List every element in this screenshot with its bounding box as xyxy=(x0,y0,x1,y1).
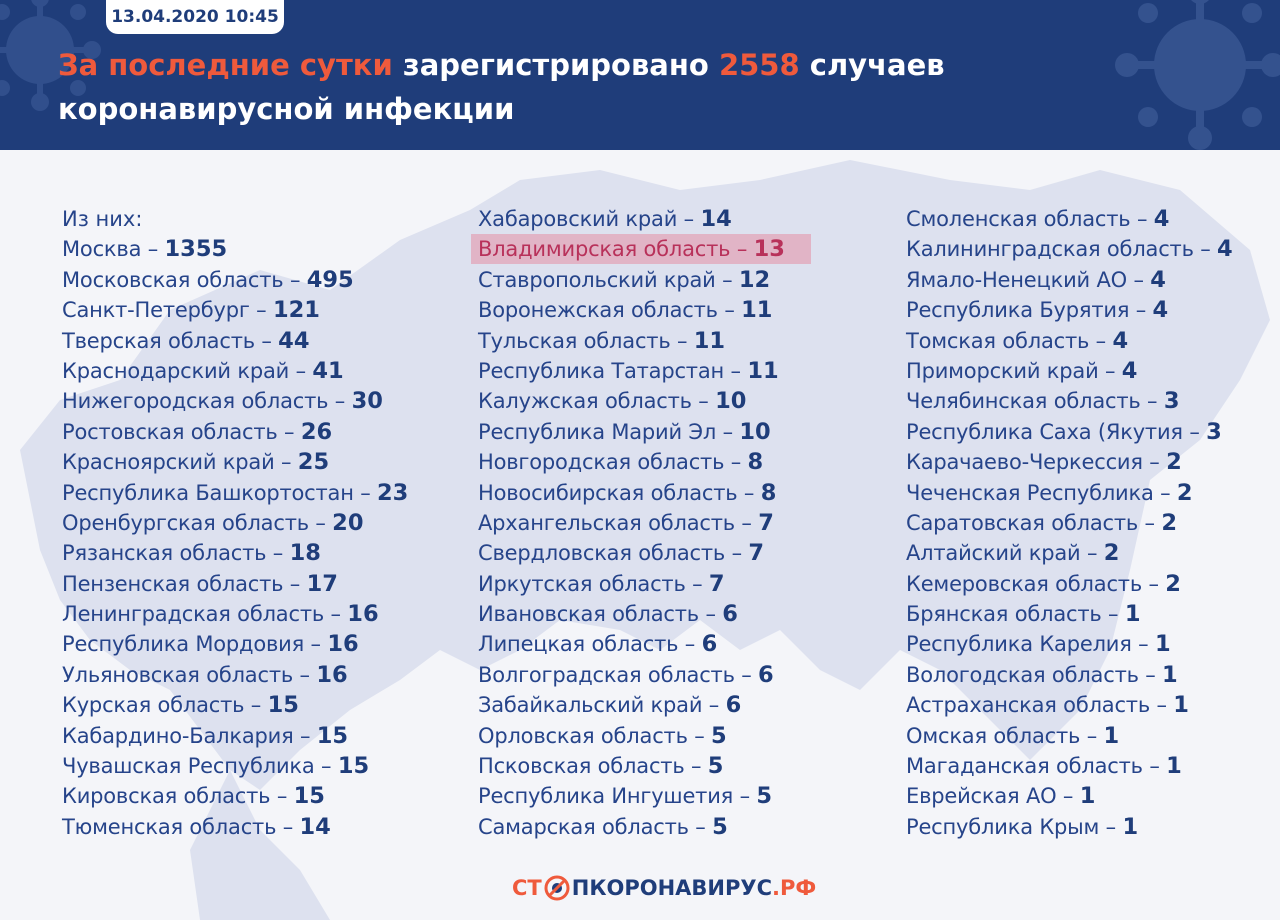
region-row xyxy=(906,204,1233,234)
case-count: 10 xyxy=(739,418,771,445)
regions-column-3 xyxy=(906,204,1233,842)
region-row xyxy=(478,508,785,538)
case-count: 3 xyxy=(1206,418,1222,445)
region-name: Кировская область xyxy=(62,784,271,809)
region-name: Курская область xyxy=(62,693,245,718)
separator: – xyxy=(293,662,317,687)
case-count: 4 xyxy=(1152,297,1169,324)
region-row xyxy=(62,690,408,720)
case-count: 30 xyxy=(351,388,383,415)
region-name: Новосибирская область xyxy=(478,480,738,505)
region-row xyxy=(62,629,408,659)
separator: – xyxy=(249,298,273,323)
separator: – xyxy=(308,510,333,535)
headline-count: 2558 xyxy=(718,48,800,82)
case-count: 15 xyxy=(316,722,349,749)
region-row xyxy=(478,781,785,811)
region-row xyxy=(478,326,785,356)
region-row xyxy=(62,812,408,842)
logo-part1: СТ xyxy=(512,876,542,900)
region-row xyxy=(62,781,408,811)
separator: – xyxy=(1182,419,1207,444)
case-count: 2 xyxy=(1176,479,1193,506)
case-count: 44 xyxy=(278,327,310,354)
region-row xyxy=(906,326,1233,356)
case-count: 8 xyxy=(760,479,777,506)
header-banner xyxy=(0,0,1280,150)
separator: – xyxy=(353,480,378,505)
region-name: Республика Ингушетия xyxy=(478,784,734,809)
case-count: 4 xyxy=(1112,327,1129,354)
separator: – xyxy=(684,754,708,779)
case-count: 5 xyxy=(711,722,727,749)
case-count: 4 xyxy=(1153,206,1170,232)
separator: – xyxy=(734,510,759,535)
case-count: 1 xyxy=(1079,783,1096,810)
separator: – xyxy=(1080,541,1104,566)
region-row xyxy=(478,538,785,568)
case-count: 2 xyxy=(1165,570,1181,597)
case-count: 495 xyxy=(306,266,354,293)
headline-mid: зарегистрировано xyxy=(392,48,719,82)
case-count: 14 xyxy=(700,206,732,232)
separator: – xyxy=(1056,784,1080,809)
region-name: Ленинградская область xyxy=(62,602,325,627)
case-count: 16 xyxy=(316,661,348,688)
region-row xyxy=(62,721,408,751)
case-count: 1 xyxy=(1162,661,1178,688)
separator: – xyxy=(677,207,701,231)
region-name: Архангельская область xyxy=(478,510,735,535)
region-name: Республика Карелия xyxy=(906,632,1132,657)
region-row xyxy=(906,781,1233,811)
separator: – xyxy=(670,328,694,353)
intro-label: Из них: xyxy=(62,207,143,231)
date-badge: 13.04.2020 10:45 xyxy=(106,0,284,34)
case-count: 23 xyxy=(377,479,409,506)
separator: – xyxy=(1080,723,1104,748)
case-count: 13 xyxy=(753,236,785,263)
region-name: Хабаровский край xyxy=(478,207,678,231)
case-count: 1 xyxy=(1122,813,1139,840)
separator: – xyxy=(289,358,313,383)
case-count: 1355 xyxy=(164,236,228,263)
region-row xyxy=(906,478,1233,508)
region-row xyxy=(906,508,1233,538)
region-name: Республика Марий Эл xyxy=(478,419,717,444)
case-count: 26 xyxy=(300,418,333,445)
case-count: 16 xyxy=(327,631,359,658)
separator: – xyxy=(1130,207,1154,231)
headline-end: случаев xyxy=(799,48,945,82)
region-name: Иркутская область xyxy=(478,571,686,596)
separator: – xyxy=(1142,450,1167,475)
region-name: Новгородская область xyxy=(478,450,725,475)
case-count: 15 xyxy=(293,783,325,810)
separator: – xyxy=(1153,480,1177,505)
virus-logo-icon xyxy=(543,874,571,902)
case-count: 121 xyxy=(272,297,320,324)
separator: – xyxy=(716,419,740,444)
region-name: Тюменская область xyxy=(62,814,277,839)
separator: – xyxy=(324,602,348,627)
region-name: Псковская область xyxy=(478,754,685,779)
region-name: Вологодская область xyxy=(906,662,1139,687)
region-name: Астраханская область xyxy=(906,693,1151,718)
separator: – xyxy=(244,693,268,718)
region-name: Красноярский край xyxy=(62,450,275,475)
case-count: 8 xyxy=(747,449,764,476)
region-name: Магаданская область xyxy=(906,754,1143,779)
separator: – xyxy=(724,358,748,383)
region-name: Кемеровская область xyxy=(906,571,1142,596)
case-count: 6 xyxy=(758,661,774,688)
region-row xyxy=(62,356,408,386)
separator: – xyxy=(725,541,749,566)
region-row xyxy=(478,204,785,234)
case-count: 14 xyxy=(299,813,331,840)
region-name: Чеченская Республика xyxy=(906,480,1154,505)
region-row xyxy=(62,326,408,356)
region-name: Москва xyxy=(62,237,142,262)
region-name: Кабардино-Балкария xyxy=(62,723,294,748)
region-name: Республика Саха (Якутия xyxy=(906,419,1183,444)
region-name: Забайкальский край xyxy=(478,693,703,718)
case-count: 10 xyxy=(715,388,747,415)
stopcoronavirus-logo[interactable] xyxy=(512,873,816,903)
logo-part3: .РФ xyxy=(772,876,817,900)
separator: – xyxy=(688,814,713,839)
region-row xyxy=(478,569,785,599)
regions-column-2 xyxy=(478,204,785,842)
separator: – xyxy=(277,419,301,444)
region-row xyxy=(478,265,785,295)
separator: – xyxy=(283,571,307,596)
region-row xyxy=(906,599,1233,629)
region-name: Рязанская область xyxy=(62,541,267,566)
headline-line2: коронавирусной инфекции xyxy=(58,92,515,126)
separator: – xyxy=(1098,358,1122,383)
region-name: Нижегородская область xyxy=(62,389,329,414)
region-name: Калужская область xyxy=(478,389,692,414)
case-count: 1 xyxy=(1166,753,1182,780)
region-name: Алтайский край xyxy=(906,541,1081,566)
case-count: 1 xyxy=(1154,631,1171,658)
region-name: Омская область xyxy=(906,723,1081,748)
logo-part2: ПКОРОНАВИРУС xyxy=(571,876,772,900)
separator: – xyxy=(1142,754,1167,779)
separator: – xyxy=(687,723,712,748)
region-name: Саратовская область xyxy=(906,510,1139,535)
case-count: 3 xyxy=(1163,388,1180,415)
separator: – xyxy=(266,541,290,566)
region-name: Брянская область xyxy=(906,602,1102,627)
region-row xyxy=(62,417,408,447)
separator: – xyxy=(1131,632,1155,657)
separator: – xyxy=(730,237,754,262)
region-name: Ростовская область xyxy=(62,419,278,444)
region-row xyxy=(906,356,1233,386)
separator: – xyxy=(724,450,748,475)
region-name: Санкт-Петербург xyxy=(62,298,250,323)
region-name: Тверская область xyxy=(62,328,255,353)
separator: – xyxy=(678,632,702,657)
region-row xyxy=(906,721,1233,751)
region-name: Ставропольский край xyxy=(478,267,716,292)
separator: – xyxy=(141,237,165,262)
case-count: 2 xyxy=(1161,509,1177,536)
region-row xyxy=(62,234,408,264)
case-count: 6 xyxy=(722,601,738,628)
region-name: Республика Мордовия xyxy=(62,632,305,657)
case-count: 20 xyxy=(332,509,364,536)
separator: – xyxy=(1142,571,1166,596)
region-row xyxy=(62,751,408,781)
case-count: 11 xyxy=(747,357,779,384)
region-row xyxy=(906,295,1233,325)
region-name: Смоленская область xyxy=(906,207,1131,231)
region-name: Томская область xyxy=(906,328,1090,353)
separator: – xyxy=(1193,237,1218,262)
region-row xyxy=(478,295,785,325)
region-row xyxy=(478,812,785,842)
case-count: 4 xyxy=(1217,236,1233,263)
separator: – xyxy=(328,389,352,414)
region-row xyxy=(62,508,408,538)
separator: – xyxy=(702,693,726,718)
case-count: 2 xyxy=(1103,540,1120,567)
separator: – xyxy=(1138,662,1163,687)
separator: – xyxy=(691,389,716,414)
case-count: 41 xyxy=(312,357,344,384)
separator: – xyxy=(715,267,739,292)
separator: – xyxy=(1126,267,1151,292)
region-row xyxy=(62,386,408,416)
separator: – xyxy=(276,814,300,839)
case-count: 11 xyxy=(693,327,726,354)
region-row xyxy=(478,599,785,629)
case-count: 15 xyxy=(267,692,299,719)
region-name: Орловская область xyxy=(478,723,688,748)
separator: – xyxy=(254,328,279,353)
region-row xyxy=(906,629,1233,659)
region-row xyxy=(906,660,1233,690)
region-name: Ямало-Ненецкий АО xyxy=(906,267,1127,292)
virus-icon xyxy=(1100,0,1280,150)
region-row xyxy=(478,660,785,690)
separator: – xyxy=(1099,814,1123,839)
region-row xyxy=(62,569,408,599)
case-count: 7 xyxy=(758,509,774,536)
region-name: Тульская область xyxy=(478,328,671,353)
case-count: 4 xyxy=(1121,357,1138,384)
separator: – xyxy=(304,632,328,657)
region-name: Республика Крым xyxy=(906,814,1100,839)
region-row xyxy=(906,447,1233,477)
region-name: Республика Бурятия xyxy=(906,298,1130,323)
region-name: Челябинская область xyxy=(906,389,1141,414)
separator: – xyxy=(1150,693,1174,718)
separator: – xyxy=(698,602,723,627)
region-name: Краснодарский край xyxy=(62,358,290,383)
region-row xyxy=(478,417,785,447)
region-name: Ивановская область xyxy=(478,602,699,627)
region-row xyxy=(906,417,1233,447)
region-row xyxy=(478,386,785,416)
case-count: 7 xyxy=(748,540,765,567)
region-name: Карачаево-Черкессия xyxy=(906,450,1143,475)
region-name: Республика Татарстан xyxy=(478,358,725,383)
region-row xyxy=(478,690,785,720)
region-row xyxy=(62,447,408,477)
region-row xyxy=(478,751,785,781)
case-count: 12 xyxy=(738,266,771,293)
separator: – xyxy=(1101,602,1125,627)
case-count: 11 xyxy=(741,297,773,324)
region-row xyxy=(906,569,1233,599)
region-row xyxy=(906,751,1233,781)
regions-column-1 xyxy=(62,204,408,842)
separator: – xyxy=(734,662,759,687)
region-row xyxy=(62,538,408,568)
region-name: Ульяновская область xyxy=(62,662,294,687)
region-name: Республика Башкортостан xyxy=(62,480,354,505)
region-name: Свердловская область xyxy=(478,541,726,566)
separator: – xyxy=(270,784,294,809)
case-count: 6 xyxy=(701,631,718,658)
region-row xyxy=(62,265,408,295)
region-row xyxy=(478,629,785,659)
case-count: 5 xyxy=(756,783,773,810)
region-row xyxy=(906,812,1233,842)
region-row xyxy=(906,265,1233,295)
region-row xyxy=(62,478,408,508)
separator: – xyxy=(737,480,761,505)
region-name: Калининградская область xyxy=(906,237,1194,262)
separator: – xyxy=(717,298,742,323)
region-row xyxy=(906,234,1233,264)
case-count: 1 xyxy=(1124,601,1141,628)
separator: – xyxy=(274,450,298,475)
case-count: 25 xyxy=(297,449,330,476)
separator: – xyxy=(293,723,317,748)
separator: – xyxy=(1129,298,1153,323)
separator: – xyxy=(1140,389,1164,414)
region-name: Еврейская АО xyxy=(906,784,1057,809)
case-count: 6 xyxy=(725,692,742,719)
case-count: 1 xyxy=(1103,722,1120,749)
headline xyxy=(58,43,1058,131)
region-name: Владимирская область xyxy=(478,237,731,262)
headline-accent: За последние сутки xyxy=(58,48,393,82)
region-name: Московская область xyxy=(62,267,284,292)
region-name: Самарская область xyxy=(478,814,689,839)
region-row xyxy=(478,356,785,386)
case-count: 17 xyxy=(306,570,338,597)
region-name: Волгоградская область xyxy=(478,662,735,687)
region-name: Оренбургская область xyxy=(62,510,309,535)
region-row xyxy=(478,721,785,751)
separator: – xyxy=(733,784,757,809)
case-count: 1 xyxy=(1173,692,1189,719)
separator: – xyxy=(1138,510,1162,535)
separator: – xyxy=(314,754,338,779)
region-name: Липецкая область xyxy=(478,632,679,657)
case-count: 5 xyxy=(707,753,724,780)
separator: – xyxy=(685,571,709,596)
case-count: 16 xyxy=(347,601,379,628)
case-count: 15 xyxy=(337,753,370,780)
case-count: 2 xyxy=(1166,449,1182,476)
region-row xyxy=(906,386,1233,416)
region-row xyxy=(62,660,408,690)
separator: – xyxy=(1089,328,1113,353)
region-row xyxy=(62,295,408,325)
case-count: 7 xyxy=(708,570,725,597)
region-name: Приморский край xyxy=(906,358,1099,383)
case-count: 5 xyxy=(712,813,728,840)
region-row xyxy=(478,478,785,508)
region-row xyxy=(478,447,785,477)
region-row xyxy=(478,234,785,264)
case-count: 4 xyxy=(1150,266,1166,293)
region-name: Чувашская Республика xyxy=(62,754,315,779)
case-count: 18 xyxy=(289,540,321,567)
separator: – xyxy=(283,267,307,292)
region-row xyxy=(906,538,1233,568)
region-name: Воронежская область xyxy=(478,298,718,323)
region-row xyxy=(906,690,1233,720)
region-row xyxy=(62,599,408,629)
region-name: Пензенская область xyxy=(62,571,284,596)
